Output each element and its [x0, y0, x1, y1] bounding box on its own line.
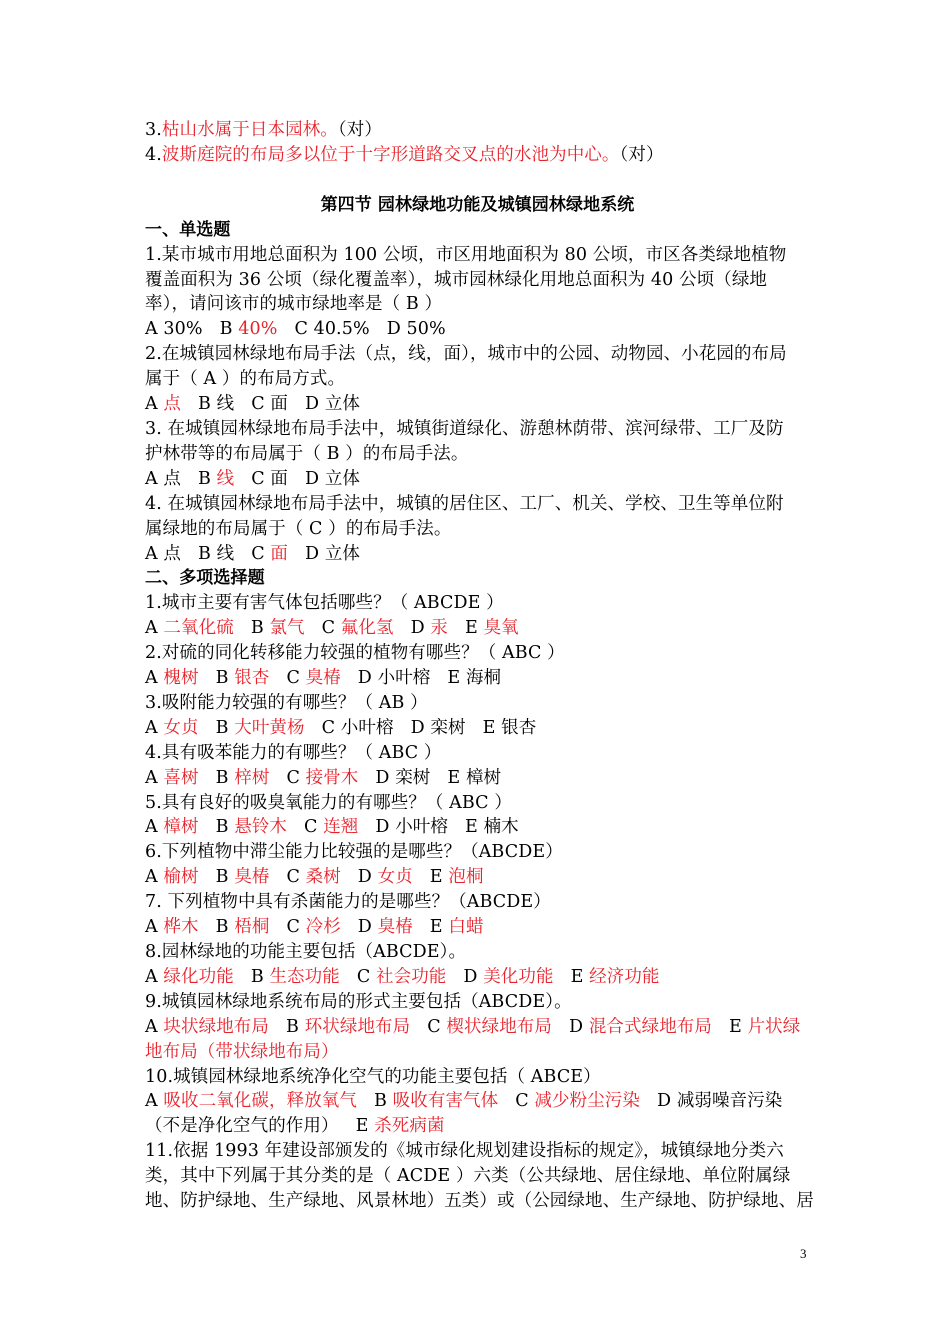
option-text: 泡桐 — [448, 867, 484, 888]
option-text: 海桐 — [465, 668, 502, 689]
question-text: 7. 下列植物中具有杀菌能力的是哪些？（ABCDE） — [145, 892, 551, 913]
option-letter: A — [145, 1091, 164, 1112]
option-row — [145, 1015, 810, 1065]
option-letter: B — [215, 817, 235, 838]
option — [286, 1017, 410, 1037]
option — [483, 718, 537, 738]
question-text: 3.吸附能力较强的有哪些？（ AB ） — [145, 692, 428, 713]
page-number: 3 — [800, 1246, 807, 1261]
option — [304, 817, 358, 837]
option — [145, 668, 199, 688]
option — [145, 544, 181, 564]
option — [430, 917, 484, 937]
intro-item — [145, 118, 810, 143]
option-text: 接骨木 — [305, 767, 359, 788]
option-text: 面 — [270, 543, 289, 564]
option — [356, 1116, 445, 1136]
option-letter: A — [145, 319, 164, 340]
option-letter: E — [429, 867, 449, 888]
option-text: 面 — [270, 394, 289, 415]
section-title: 第四节 园林绿地功能及城镇园林绿地系统 — [320, 194, 635, 215]
option — [216, 668, 270, 688]
option-letter: C — [427, 1016, 447, 1037]
option-text: 30% — [163, 319, 203, 340]
option — [358, 917, 413, 937]
option-letter: E — [465, 817, 484, 838]
option — [198, 544, 234, 564]
option-text: 社会功能 — [376, 966, 447, 987]
question-text: 1.城市主要有害气体包括哪些？（ ABCDE ） — [145, 593, 504, 614]
option — [145, 967, 234, 987]
option-text: 女贞 — [377, 867, 413, 888]
option-text: 吸收有害气体 — [392, 1091, 499, 1112]
option — [251, 967, 340, 987]
option-text: 樟树 — [465, 767, 502, 788]
option-letter: A — [145, 1016, 164, 1037]
option-text: 50% — [406, 319, 446, 340]
option-letter: C — [321, 717, 341, 738]
option-text: 槐树 — [163, 668, 199, 689]
item-number: 4. — [145, 144, 162, 165]
intro-item — [145, 143, 810, 168]
option — [447, 768, 501, 788]
option-letter: C — [356, 966, 376, 987]
option-letter: D — [657, 1091, 677, 1112]
option — [375, 817, 448, 837]
option-text: 臭氧 — [483, 618, 519, 639]
option-letter: C — [515, 1091, 535, 1112]
option — [145, 867, 199, 887]
judgement-mark: （对） — [619, 144, 664, 165]
option — [251, 618, 305, 638]
option-letter: E — [447, 767, 466, 788]
answer-text: 枯山水属于日本园林。 — [161, 120, 338, 140]
question-text: 6.下列植物中滞尘能力比较强的是哪些？（ABCDE） — [145, 842, 563, 863]
multi-choice-list — [145, 591, 814, 1214]
option-text: 悬铃木 — [234, 817, 288, 838]
option-letter: A — [145, 394, 164, 415]
question-block — [145, 791, 810, 841]
option — [305, 544, 360, 564]
option-text: 栾树 — [395, 767, 431, 788]
question-text: 10.城镇园林绿地系统净化空气的功能主要包括（ ABCE） — [145, 1066, 601, 1087]
option-text: 梧桐 — [234, 917, 270, 938]
option-letter: B — [198, 468, 217, 489]
option-letter: C — [251, 394, 271, 415]
option-letter: E — [447, 668, 466, 689]
option-letter: C — [286, 668, 306, 689]
option-text: 栾树 — [430, 717, 466, 738]
question-block — [145, 691, 810, 741]
option-text: 生态功能 — [269, 966, 340, 987]
question-block — [145, 840, 810, 890]
option — [145, 469, 181, 489]
question-text: 属于（ A ）的布局方式。 — [145, 369, 346, 390]
option-letter: C — [304, 817, 324, 838]
option — [286, 768, 358, 788]
question-block — [145, 243, 810, 343]
option-letter: A — [145, 867, 164, 888]
question-text: 2.在城镇园林绿地布局手法（点，线，面），城市中的公园、动物园、小花园的布局 — [145, 344, 787, 365]
option-row — [145, 467, 810, 492]
option — [145, 917, 199, 937]
option-letter: D — [410, 618, 431, 639]
multi-choice-heading: 二、多项选择题 — [145, 568, 265, 589]
question-block — [145, 940, 810, 990]
option-letter: B — [215, 767, 235, 788]
option-letter: B — [250, 966, 270, 987]
option-row — [145, 865, 810, 890]
option-row — [145, 716, 810, 741]
option-letter: D — [357, 668, 378, 689]
option — [322, 718, 394, 738]
option — [198, 469, 234, 489]
option-letter: A — [145, 767, 164, 788]
question-text: 2.对硫的同化转移能力较强的植物有哪些？（ ABC ） — [145, 643, 565, 664]
option-letter: B — [286, 1016, 305, 1037]
option-letter: E — [465, 618, 484, 639]
option-text: 面 — [270, 468, 289, 489]
option-text: 40.5% — [313, 319, 370, 340]
single-choice-heading: 一、单选题 — [145, 219, 231, 240]
option-letter: D — [375, 767, 396, 788]
option-text: 白蜡 — [448, 917, 484, 938]
option-letter: C — [286, 767, 306, 788]
option-text: 经济功能 — [589, 966, 660, 987]
option-text: 冷杉 — [305, 917, 341, 938]
option-text: 立体 — [324, 543, 361, 564]
option-text: 块状绿地布局 — [163, 1016, 270, 1037]
option — [387, 319, 446, 339]
option — [145, 394, 181, 414]
option-text: 环状绿地布局 — [304, 1016, 411, 1037]
option-letter: A — [145, 917, 164, 938]
option-text: 臭椿 — [305, 668, 341, 689]
option-text: 银杏 — [234, 668, 270, 689]
option-text: 混合式绿地布局 — [588, 1016, 713, 1037]
option-text: 楠木 — [483, 817, 519, 838]
option — [374, 1091, 498, 1111]
option-letter: D — [357, 867, 378, 888]
item-number: 3. — [145, 120, 162, 140]
option-text: 线 — [216, 394, 235, 415]
question-text: 3. 在城镇园林绿地布局手法中，城镇街道绿化、游憩林荫带、滨河绿带、工厂及防 — [145, 418, 784, 439]
option-letter: A — [145, 618, 164, 639]
option-text: 氯气 — [269, 618, 305, 639]
option-text: 银杏 — [501, 717, 537, 738]
option-text: 40% — [238, 319, 278, 340]
option — [569, 1017, 712, 1037]
option — [251, 394, 288, 414]
option — [286, 917, 340, 937]
question-block — [145, 591, 810, 641]
option — [145, 1091, 357, 1111]
option-letter: B — [198, 394, 217, 415]
option — [305, 469, 360, 489]
question-text: 11.依据 1993 年建设部颁发的《城市绿化规划建设指标的规定》，城镇绿地分类六 — [145, 1141, 784, 1162]
option-letter: B — [215, 668, 235, 689]
option-row — [145, 616, 810, 641]
option-letter: B — [215, 917, 235, 938]
option-text: 楔状绿地布局 — [446, 1016, 553, 1037]
option-text: 臭椿 — [377, 917, 413, 938]
option — [145, 319, 203, 339]
option-row — [145, 1089, 810, 1139]
option — [216, 917, 270, 937]
option — [358, 867, 413, 887]
option — [216, 867, 270, 887]
option — [463, 967, 553, 987]
question-text: 5.具有良好的吸臭氧能力的有哪些？（ ABC ） — [145, 792, 512, 813]
option-letter: C — [286, 917, 306, 938]
option-letter: D — [569, 1016, 589, 1037]
option-text: 绿化功能 — [163, 966, 234, 987]
option — [145, 718, 199, 738]
option-letter: C — [286, 867, 306, 888]
option — [145, 768, 199, 788]
option — [198, 394, 234, 414]
option-letter: D — [386, 319, 407, 340]
option-letter: D — [375, 817, 396, 838]
option-letter: D — [463, 966, 484, 987]
option — [515, 1091, 640, 1111]
option — [447, 668, 501, 688]
option-text: 氟化氢 — [340, 618, 394, 639]
option-letter: B — [250, 618, 270, 639]
option-text: 小叶榕 — [395, 817, 449, 838]
option — [357, 967, 447, 987]
question-text: 4.具有吸苯能力的有哪些？（ ABC ） — [145, 742, 442, 763]
option-text: 榆树 — [163, 867, 199, 888]
option-letter: B — [219, 319, 239, 340]
option — [216, 817, 287, 837]
option — [430, 867, 484, 887]
question-block — [145, 492, 810, 567]
option-letter: B — [215, 867, 235, 888]
answer-text: 波斯庭院的布局多以位于十字形道路交叉点的水池为中心。 — [161, 144, 620, 165]
question-text: 8.园林绿地的功能主要包括（ABCDE）。 — [145, 942, 467, 962]
option — [145, 1017, 269, 1037]
option — [465, 817, 519, 837]
option-letter: D — [305, 543, 325, 564]
option — [286, 668, 340, 688]
option-letter: A — [145, 543, 164, 564]
option — [145, 618, 234, 638]
question-block — [145, 890, 810, 940]
option-letter: A — [145, 468, 164, 489]
option-text: 片状绿地布局（带状绿地布局） — [145, 1016, 801, 1062]
option-text: 线 — [216, 468, 235, 489]
option-letter: E — [429, 917, 449, 938]
option — [465, 618, 519, 638]
option-text: 二氧化硫 — [163, 618, 234, 639]
option-text: 梓树 — [234, 767, 270, 788]
option-letter: D — [357, 917, 378, 938]
option-text: 吸收二氧化碳，释放氧气 — [163, 1091, 358, 1112]
question-text: 属绿地的布局属于（ C ）的布局手法。 — [145, 518, 452, 539]
question-block — [145, 417, 810, 492]
question-block — [145, 342, 810, 417]
option-text: 樟树 — [163, 817, 199, 838]
question-text: 9.城镇园林绿地系统布局的形式主要包括（ABCDE）。 — [145, 991, 572, 1012]
option-letter: C — [294, 319, 314, 340]
option-letter: A — [145, 668, 164, 689]
option — [358, 668, 431, 688]
question-block — [145, 641, 810, 691]
option-row — [145, 815, 810, 840]
option — [216, 718, 305, 738]
option-row — [145, 392, 810, 417]
option-text: 桦木 — [163, 917, 199, 938]
option — [286, 867, 340, 887]
option-letter: E — [729, 1016, 748, 1037]
option — [294, 319, 369, 339]
option-text: 点 — [163, 394, 182, 415]
option-letter: A — [145, 717, 164, 738]
option-text: 桑树 — [305, 867, 341, 888]
option-text: 减弱噪音污染（不是净化空气的作用） — [145, 1091, 783, 1137]
option-letter: B — [215, 717, 235, 738]
option-letter: B — [374, 1091, 393, 1112]
question-block — [145, 1065, 810, 1140]
judgement-mark: （对） — [337, 120, 382, 140]
option-letter: C — [251, 543, 271, 564]
question-text: 护林带等的布局属于（ B ）的布局手法。 — [145, 443, 469, 464]
question-text: 覆盖面积为 36 公顷（绿化覆盖率），城市园林绿化用地总面积为 40 公顷（绿地 — [145, 269, 768, 290]
single-choice-list — [145, 243, 810, 567]
option — [427, 1017, 552, 1037]
option-letter: E — [355, 1116, 375, 1137]
option — [251, 469, 288, 489]
option-row — [145, 915, 810, 940]
option — [220, 319, 278, 339]
option — [145, 817, 199, 837]
option — [251, 544, 288, 564]
option — [411, 618, 448, 638]
question-text: 1.某市城市用地总面积为 100 公顷，市区用地面积为 80 公顷，市区各类绿地植物 — [145, 244, 787, 265]
question-block — [145, 1139, 814, 1214]
option-row — [145, 317, 810, 342]
question-block — [145, 990, 810, 1065]
option-letter: D — [305, 394, 325, 415]
question-text: 地、防护绿地、生产绿地、风景林地）五类）或（公园绿地、生产绿地、防护绿地、居 — [145, 1191, 814, 1212]
option-text: 女贞 — [163, 717, 199, 738]
option-letter: C — [251, 468, 271, 489]
question-text: 4. 在城镇园林绿地布局手法中，城镇的居住区、工厂、机关、学校、卫生等单位附 — [145, 493, 784, 514]
option-letter: D — [410, 717, 431, 738]
option-text: 大叶黄杨 — [234, 717, 305, 738]
option — [571, 967, 660, 987]
document-page — [145, 118, 814, 1214]
option-text: 减少粉尘污染 — [534, 1091, 641, 1112]
option — [322, 618, 394, 638]
option-letter: B — [198, 543, 217, 564]
option — [216, 768, 270, 788]
option-text: 喜树 — [163, 767, 199, 788]
option-letter: C — [321, 618, 341, 639]
option-row — [145, 766, 810, 791]
option-text: 连翘 — [323, 817, 359, 838]
option-letter: A — [145, 966, 164, 987]
option-text: 点 — [163, 543, 182, 564]
option-row — [145, 542, 810, 567]
option-text: 点 — [163, 468, 182, 489]
option-letter: E — [482, 717, 502, 738]
option-text: 汞 — [430, 618, 449, 639]
option-text: 小叶榕 — [377, 668, 431, 689]
option — [411, 718, 466, 738]
question-text: 率），请问该市的城市绿地率是（ B ） — [145, 294, 443, 315]
option — [375, 768, 430, 788]
option-text: 线 — [216, 543, 235, 564]
option — [305, 394, 360, 414]
option-letter: A — [145, 817, 164, 838]
option-text: 杀死病菌 — [374, 1116, 445, 1137]
option-text: 美化功能 — [483, 966, 554, 987]
question-block — [145, 741, 810, 791]
option-row — [145, 965, 810, 990]
option-text: 小叶榕 — [340, 717, 394, 738]
option-text: 立体 — [324, 394, 361, 415]
option-text: 立体 — [324, 468, 361, 489]
option-letter: D — [305, 468, 325, 489]
question-text: 类，其中下列属于其分类的是（ ACDE ）六类（公共绿地、居住绿地、单位附属绿 — [145, 1166, 791, 1187]
option-row — [145, 666, 810, 691]
option-letter: E — [570, 966, 590, 987]
option-text: 臭椿 — [234, 867, 270, 888]
